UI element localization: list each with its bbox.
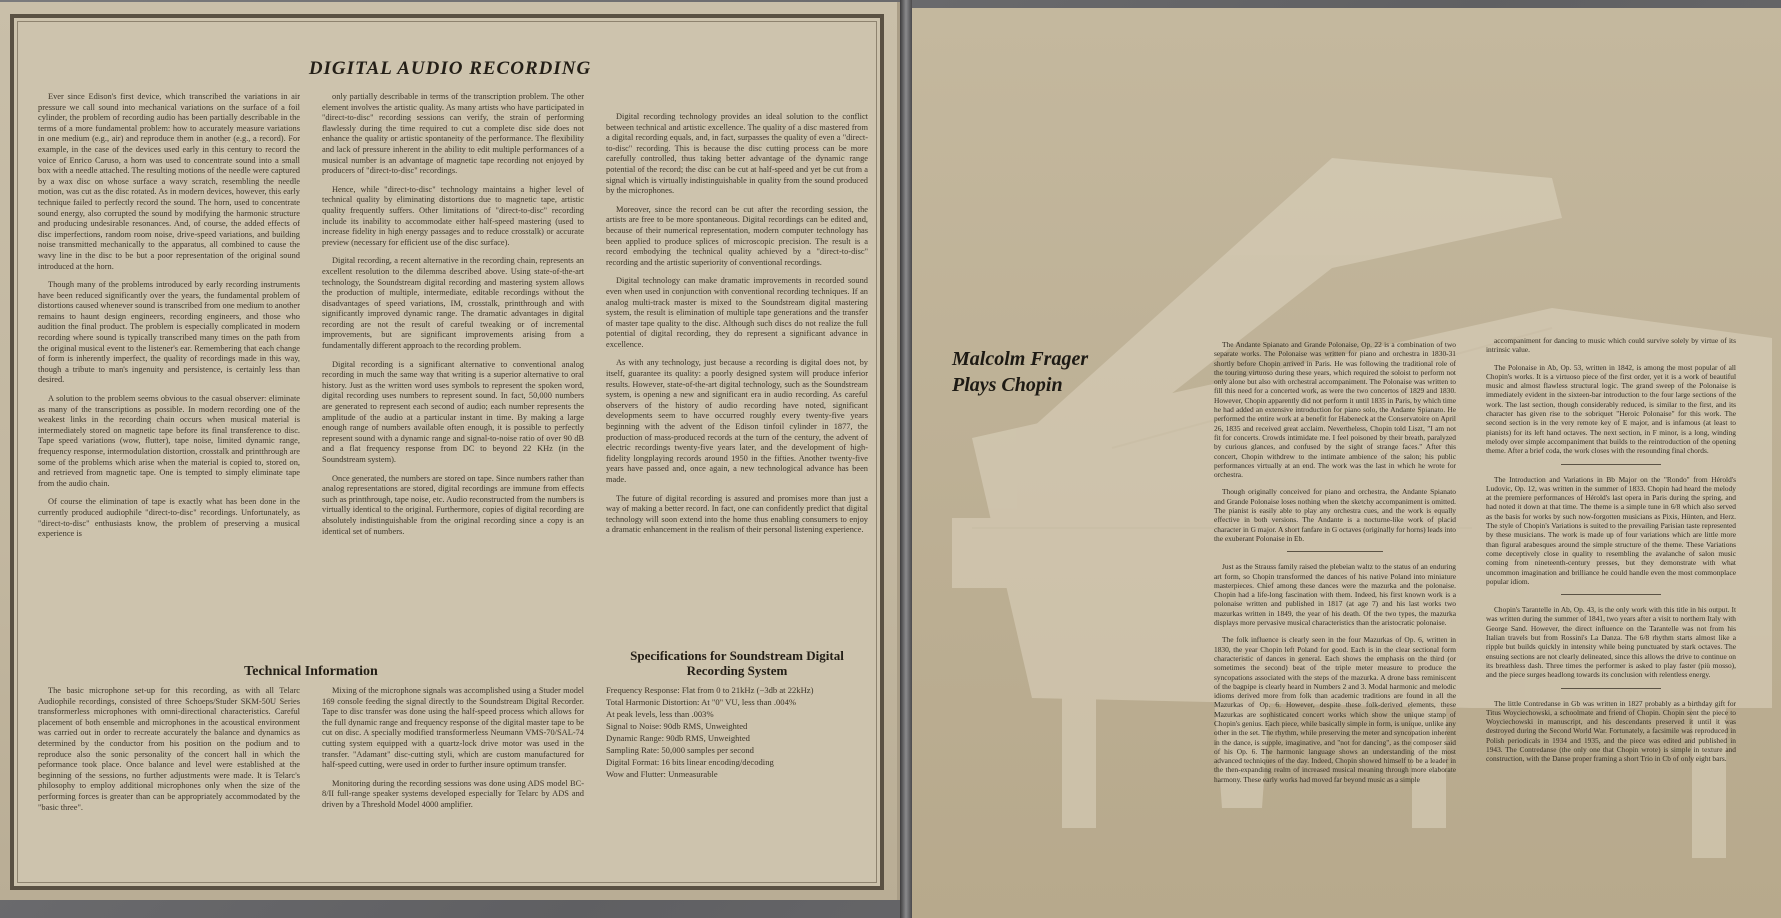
divider [1287, 551, 1384, 552]
spec-item: Wow and Flutter: Unmeasurable [606, 769, 718, 779]
paragraph: The Introduction and Variations in Bb Major on the "Rondo" from Hérold's Ludovic, Op. 12, was written in the summer of 1833. Chopin had heard the melody at the premiere performances of Hérold's last opera in Paris during the spring, and had noted it down at that time. The theme is a simple tune in 6/8 which also served as the basis for works by such now-forgotten musicians as Pixis, Hünten, and Herz. The style of Chopin's Variations is suited to the prevailing Parisian taste represented by these musicians. The work is made up of four variations which are little more than figural arabesques around the simple structure of the theme. These Variations come deceptively close in quality to resembling the avalanche of salon music coming from nineteenth-century presses, but they demonstrate with what uncommon imagination and brilliance he could handle even the most commonplace popular idiom. [1486, 474, 1736, 586]
paragraph: The folk influence is clearly seen in the four Mazurkas of Op. 6, written in 1830, the year Chopin left Poland for good. Each is in the clear sectional form characteristic of dances in general. Each shows the emphasis on the third (or sometimes the second) beat of the triple meter measure to produce the syncopations associated with the steps of the mazurka. A drone bass reminiscent of the bagpipe is clearly heard in Numbers 2 and 3. Modal harmonic and melodic idioms derived more from folk than academic traditions are found in all the Mazurkas of Op. 6. However, despite these folk-derived elements, these Mazurkas are sophisticated concert works which show the unique stamp of Chopin's genius. Each piece, while basically simple in form, is unique, unlike any other in the set. The rhythm, while preserving the meter and syncopation inherent in the dance, is supple, imaginative, and "not for dancing", as the composer said of his Op. 6. The harmonic language shows an understanding of the most advanced techniques of the day. Indeed, Chopin showed himself to be a leader in the then-expanding realm of increased musical meaning through more elaborate harmony. These early works had moved far beyond music as a simple [1214, 635, 1456, 784]
album-title [952, 346, 1132, 398]
paragraph: Though many of the problems introduced by early recording instruments have been reduced significantly over the years, the fundamental problem of distortions caused whenever sound is transcribed from one medium to another remains to haunt design engineers, recording engineers, and those who audition the final product. The problem is especially complicated in modern recording where sound is typically transcribed many times on the path from the original musical event to the listener's ear. Remembering that each change of form is inherently imperfect, the quality of recordings made in this way, though a tribute to man's ingenuity and persistence, is certainly less than desired. [38, 280, 300, 385]
artist-name: Malcolm Frager [952, 348, 1089, 370]
spec-item: Digital Format: 16 bits linear encoding/decoding [606, 757, 774, 767]
specifications-list [606, 684, 868, 780]
spec-item: Frequency Response: Flat from 0 to 21kHz (−3db at 22kHz) [606, 685, 814, 695]
spec-item: Dynamic Range: 90db RMS, Unweighted [606, 733, 750, 743]
article-column-2 [322, 92, 584, 622]
paragraph: Hence, while "direct-to-disc" technology maintains a higher level of technical quality by eliminating distortions due to magnetic tape, artistic quality frequently suffers. Other limitations of "direct-to-disc" recording include its inability to accommodate either half-speed mastering (used to increase fidelity in high energy passages and to reduce crosstalk) or accurate preview (necessary for efficient use of the disc surface). [322, 184, 584, 247]
paragraph: The basic microphone set-up for this recording, as with all Telarc Audiophile recordings, consisted of three Schoeps/Studer SKM-50U Series transformerless microphones with omni-directional characteristics. Careful placement of both ensemble and microphones in the acoustical environment was carried out in order to recreate accurately the balance and dynamics as determined by the conductor from his position on the podium and to reproduce also the sonic personality of the concert hall in which the peformance took place. Once balance and level were established at the beginning of the sessions, no further adjustments were made. It is Telarc's philosophy to employ additional microphones only when the size of the performing forces is greater than can be appropriately accommodated by the "basic three". [38, 686, 300, 812]
paragraph: Chopin's Tarantelle in Ab, Op. 43, is the only work with this title in his output. It was written during the summer of 1841, two years after a visit to northern Italy with George Sand. However, the direct influence on the Tarantelle was not from his Italian travels but from Rossini's La Danza. The 6/8 rhythm starts almost like a ripple but builds quickly in intensity while being punctuated by stark octaves. The ensuing sections are not clearly delineated, since this allows the drive to continue on its breathless dash. Three times the performer is asked to play faster (più mosso), and the piece surges headlong towards its conclusion with relentless energy. [1486, 605, 1736, 680]
spec-item: At peak levels, less than .003% [606, 709, 714, 719]
spec-item: Sampling Rate: 50,000 samples per second [606, 745, 754, 755]
paragraph: The Polonaise in Ab, Op. 53, written in 1842, is among the most popular of all Chopin's works. It is a virtuoso piece of the first order, yet it is a work of beautiful music and almost flawless structural logic. The grand sweep of the Polonaise is immediately evident in the sixteen-bar introduction to the four large sections of the work. The last section, though considerably reduced, is similar to the first, and its character has given rise to the sobriquet "Heroic Polonaise" for this work. The second section is in the very remote key of E major, and is infamous (at least to pianists) for its left hand octaves. The next section, in F minor, is a long, winding melody over simple accompaniment that builds to the reintroduction of the opening theme. After a brief coda, the work closes with the resounding final chords. [1486, 362, 1736, 456]
paragraph: A solution to the problem seems obvious to the casual observer: eliminate as many of the transcriptions as possible. In modern recording one of the weakest links in the recording chain occurs when musical material is intermediately stored on magnetic tape before its final transference to disc. Tape speed variations (wow, flutter), tape noise, limited dynamic range, frequency response, intermodulation distortion, crosstalk and printthrough are some of the problems which arise when the material is copied to, stored on, and retrieved from magnetic tape. One is tempted to simply eliminate tape from the audio chain. [38, 394, 300, 488]
program-notes-column-2 [1486, 336, 1736, 896]
paragraph: Monitoring during the recording sessions was done using ADS model BC-8/II full-range speaker systems developed especially for Telarc by ADS and driven by a Threshold Model 4000 amplifier. [322, 778, 584, 809]
gatefold-spine [900, 0, 912, 918]
paragraph: The Andante Spianato and Grande Polonaise, Op. 22 is a combination of two separate works. The Polonaise was written for piano and orchestra in 1830-31 shortly before Chopin arrived in Paris. He was following the traditional role of the touring virtuoso during these years, which required the soloist to perform not only alone but also with orchestral accompaniment. The Polonaise was written to fill this need for a concerted work, as were the two concertos of 1829 and 1830. However, Chopin apparently did not perform it until 1835 in Paris, by which time he had added an extensive introduction for piano solo, the Andante Spianato. He performed the entire work at a benefit for Habeneck at the Conservatoire on April 26, 1835 and received great acclaim. Nevertheless, Chopin told Liszt, "I am not fit for concerts. Crowds intimidate me. I feel poisoned by their breath, paralyzed by curious glances, and confused by the sight of strange faces." After this concert, Chopin withdrew to the intimate ambience of the salon; his public performances virtually at an end. The work was the last in which he wrote for orchestra. [1214, 340, 1456, 480]
technical-column-1 [38, 686, 300, 878]
article-column-3 [606, 112, 868, 622]
paragraph: Of course the elimination of tape is exactly what has been done in the currently produced audiophile "direct-to-disc" recordings. Unfortunately, as "direct-to-disc" enthusiasts know, the problem of preserving a musical experience is [38, 497, 300, 539]
program-notes-column-1 [1214, 340, 1456, 900]
paragraph: As with any technology, just because a recording is digital does not, by itself, guarantee its quality: a poorly designed system will produce inferior results. However, state-of-the-art digital technology, such as the Soundstream system, is opening a new and significant era in audio recording. As careful observers of the history of audio recording have noted, significant developments seem to have occurred roughly every twenty-five years beginning with the advent of the Edison tinfoil cylinder in 1877, the production of mass-produced records at the turn of the century, the advent of electric recordings twenty-five years later, and the development of high-fidelity longplaying records around 1950 in the fifties. Another twenty-five years have passed and, once again, a new technological advance has been made. [606, 358, 868, 484]
divider [1561, 464, 1661, 465]
spec-item: Total Harmonic Distortion: At "0" VU, less than .004% [606, 697, 797, 707]
paragraph: Digital recording technology provides an ideal solution to the conflict between technical and artistic excellence. The quality of a disc mastered from a digital recording equals, and, in fact, surpasses the quality of even a "direct-to-disc" recording. This is because the disc cutting process can be more carefully controlled, thus taking better advantage of the dynamic range potential of the record; the disc can be cut at half-speed and yet be cut from a signal which is virtually indistinguishable in quality from the sound produced by the microphones. [606, 112, 868, 196]
paragraph: The future of digital recording is assured and promises more than just a way of making a better record. In fact, one can confidently predict that digital technology will soon extend into the home thus enabling consumers to enjoy a dramatic enhancement in the realism of their personal listening experience. [606, 493, 868, 535]
divider [1561, 688, 1661, 689]
section-title: DIGITAL AUDIO RECORDING [308, 58, 592, 79]
paragraph: Digital recording, a recent alternative in the recording chain, represents an excellent resolution to the dilemma described above. Using state-of-the-art technology, the Soundstream digital recording and mastering system allows the production of multiple, intermediate, editable recordings without the disadvantages of speed variations, IM, crosstalk, printthrough and with significantly improved dynamic range. The dramatic advantages in digital recording are not the result of careful tweaking or of incremental improvements, but are significant improvements arising from a fundamentally different approach to the recording problem. [322, 256, 584, 351]
paragraph: Digital recording is a significant alternative to conventional analog recording in much the same way that writing is a superior alternative to oral history. Just as the written word uses symbols to represent the spoken word, digital recording uses numbers to represent sound. In fact, 50,000 numbers are generated to represent each second of audio; each number represents the amplitude of the audio at a particular instant in time. By making a large enough range of numbers available often enough, it is possible to perfectly represent sound with a dynamic range and signal-to-noise ratio of over 90 dB and a flat frequency response from DC to beyond 22 KHz (in the Soundstream system). [322, 359, 584, 464]
paragraph: Once generated, the numbers are stored on tape. Since numbers rather than analog representations are stored, digital recordings are immune from effects such as printthrough, tape noise, etc. Audio reconstructed from the numbers is virtually identical to the original. Furthermore, copies of digital recording are absolutely indistinguishable from the original recording since a copy is an identical set of numbers. [322, 473, 584, 536]
spec-item: Signal to Noise: 90db RMS, Unweighted [606, 721, 748, 731]
paragraph: only partially describable in terms of the transcription problem. The other element involves the artistic quality. As many artists who have participated in "direct-to-disc" recording sessions can verify, the strain of performing flawlessly during the time required to cut a complete disc side does not enhance the quality or artistic spontaneity of the performance. The flexibility and lack of pressure inherent in the ability to edit multiple performances of a musical number is an advantage of magnetic tape recording not enjoyed by producers of "direct-to-disc" recordings. [322, 92, 584, 176]
article-column-1 [38, 92, 300, 622]
paragraph: Moreover, since the record can be cut after the recording session, the artists are free to be more spontaneous. Digital recordings can be edited and, because of their numerical representation, modern computer technology has been applied to produce splices of microscopic precision. The result is a record embodying the technical quality achieved by a "direct-to-disc" recording and the artistic superiority of conventional recordings. [606, 204, 868, 267]
album-subtitle: Plays Chopin [952, 374, 1063, 396]
paragraph: Ever since Edison's first device, which transcribed the variations in air pressure we call sound into mechanical variations on the surface of a foil cylinder, the problem of recording audio has been partially describable in the terms of a more fundamental problem: how to accurately measure variations in one medium (e.g., air) and reproduce them in another (e.g., a record). For example, in the case of the devices used early in this century to record the voice of Enrico Caruso, a horn was used to concentrate sound into a small box with a needle attached. The resulting motions of the needle were captured by a wax disc on whose surface a wavy scratch, resembling the needle motion, was cut as the disc rotated. As in modern devices, however, this early technique failed to perfectly record the sound. The horn, used to concentrate sound energy, also corrupted the sound by modifying the harmonic structure and producing undesirable resonances. And, of course, the added effects of disc imperfections, random room noise, drive-speed variations, and building noise transmitted mechanically to the apparatus, all combined to cause the wavy line in the disc to be but a poor representation of the original sound introduced at the horn. [38, 92, 300, 271]
specifications-heading: Specifications for Soundstream Digital Recording System [630, 648, 844, 678]
paragraph: Digital technology can make dramatic improvements in recorded sound even when used in conjunction with conventional recording techniques. If an analog multi-track master is mixed to the Soundstream digital mastering system, the result is elimination of multiple tape generations and the transfer of master tape quality to the disc. Although such discs do not realize the full potential of digital recording, they do represent a significant advance in excellence. [606, 276, 868, 349]
paragraph: Just as the Strauss family raised the plebeian waltz to the status of an enduring art form, so Chopin transformed the dances of his native Poland into miniature masterpieces. Chief among these dances were the mazurka and the polonaise. Chopin had a life-long fascination with them. Indeed, his first known work is a polonaise written and published in 1817 (at age 7) and his last works two mazurkas written in 1849, the year of his death. Of the two types, the mazurka displays more pervasive musical characteristics than the aristocratic polonaise. [1214, 562, 1456, 628]
paragraph: The little Contredanse in Gb was written in 1827 probably as a birthday gift for Titus Woyciechowski, a schoolmate and friend of Chopin. Chopin sent the piece to Woyciechowski in manuscript, and his descendants preserved it until it was destroyed during the Second World War. Fortunately, a facsimile was reproduced in Polish periodicals in 1934 and 1935, and the piece was edited and published in 1943. The Contredanse (the only one that Chopin wrote) is simple in texture and construction, with the Danse proper framing a short Trio in Cb of only eight bars. [1486, 698, 1736, 764]
divider [1561, 594, 1661, 595]
technical-column-2 [322, 686, 584, 878]
technical-info-heading: Technical Information [244, 664, 378, 679]
paragraph: Mixing of the microphone signals was accomplished using a Studer model 169 console feeding the signal directly to the Soundstream Digital Recorder. Tape to disc transfer was done using the half-speed process which allows for the full dynamic range and frequency response of the digital master tape to be cut on disc. A specially modified transformerless Neumann VMS-70/SAL-74 cutting system equipped with a quartz-lock drive motor was used in the transfer. "Adamant" disc-cutting styli, which are custom manufactured for half-speed cutting, were used in order to further insure optimum transfer. [322, 686, 584, 770]
paragraph: Though originally conceived for piano and orchestra, the Andante Spianato and Grande Polonaise loses nothing when the sketchy accompaniment is omitted. The pianist is easily able to play any orchestra cues, and the work is equally effective in both versions. The Andante is a nocturne-like work of placid character in G major. A short fanfare in G octaves (originally for horns) leads into the exuberant Polonaise in Eb. [1214, 487, 1456, 543]
paragraph: accompaniment for dancing to music which could survive solely by virtue of its intrinsic value. [1486, 336, 1736, 355]
